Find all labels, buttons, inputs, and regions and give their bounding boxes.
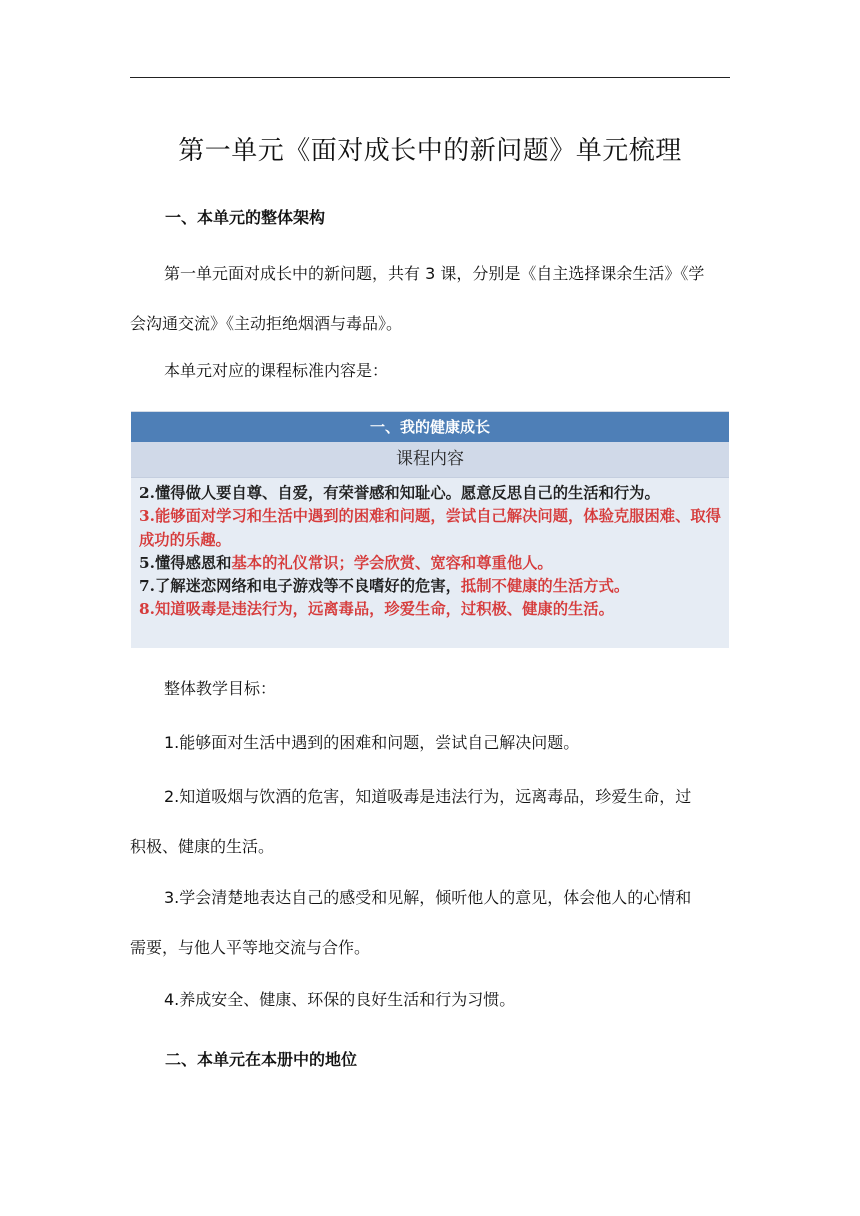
- table-body: [131, 478, 729, 622]
- table-row-text: 3.能够面对学习和生活中遇到的困难和问题，尝试自己解决问题，体验克服困难、取得成功的乐趣。: [139, 507, 721, 549]
- goal-3-line-1: 3.学会清楚地表达自己的感受和见解，倾听他人的意见，体会他人的心情和: [164, 888, 692, 907]
- section1-heading: 一、本单元的整体架构: [165, 208, 326, 227]
- table-row-text: 5.懂得感恩和: [139, 553, 232, 572]
- intro-line-2: 会沟通交流》《主动拒绝烟酒与毒品》。: [130, 314, 403, 333]
- goal-4: 4.养成安全、健康、环保的良好生活和行为习惯。: [164, 990, 516, 1009]
- standard-label: 本单元对应的课程标准内容是：: [164, 361, 389, 380]
- section2-heading: 二、本单元在本册中的地位: [165, 1050, 358, 1069]
- goal-3-line-2: 需要，与他人平等地交流与合作。: [130, 938, 371, 957]
- table-row-text: 8.知道吸毒是违法行为，远离毒品，珍爱生命，过积极、健康的生活。: [139, 600, 614, 619]
- table-row-text: 抵制不健康的生活方式。: [460, 577, 630, 596]
- table-subheader: 课程内容: [131, 442, 729, 478]
- table-row: [139, 482, 723, 505]
- table-row-text: 基本的礼仪常识；学会欣赏、宽容和尊重他人。: [231, 553, 553, 572]
- table-row: [139, 552, 723, 575]
- intro-paragraph: [130, 249, 730, 349]
- goals-label: 整体教学目标：: [164, 679, 277, 698]
- table-row-text: 2.懂得做人要自尊、自爱，有荣誉感和知耻心。愿意反思自己的生活和行为。: [139, 484, 660, 502]
- goal-2: [130, 772, 730, 872]
- document-title: 第一单元《面对成长中的新问题》单元梳理: [178, 136, 682, 166]
- goal-2-line-2: 积极、健康的生活。: [130, 837, 275, 856]
- table-row: [139, 598, 723, 621]
- table-header: 一、我的健康成长: [131, 412, 729, 442]
- table-row-text: 7.了解迷恋网络和电子游戏等不良嗜好的危害，: [139, 577, 461, 596]
- intro-line-1: 第一单元面对成长中的新问题，共有 3 课，分别是《自主选择课余生活》《学: [164, 264, 705, 283]
- table-row: [139, 575, 723, 598]
- header-rule: [130, 77, 730, 78]
- goal-3: [130, 873, 730, 973]
- table-row: [139, 505, 723, 552]
- goal-2-line-1: 2.知道吸烟与饮酒的危害，知道吸毒是违法行为，远离毒品，珍爱生命，过: [164, 787, 692, 806]
- goal-1: 1.能够面对生活中遇到的困难和问题，尝试自己解决问题。: [164, 733, 580, 752]
- curriculum-table: [131, 411, 729, 648]
